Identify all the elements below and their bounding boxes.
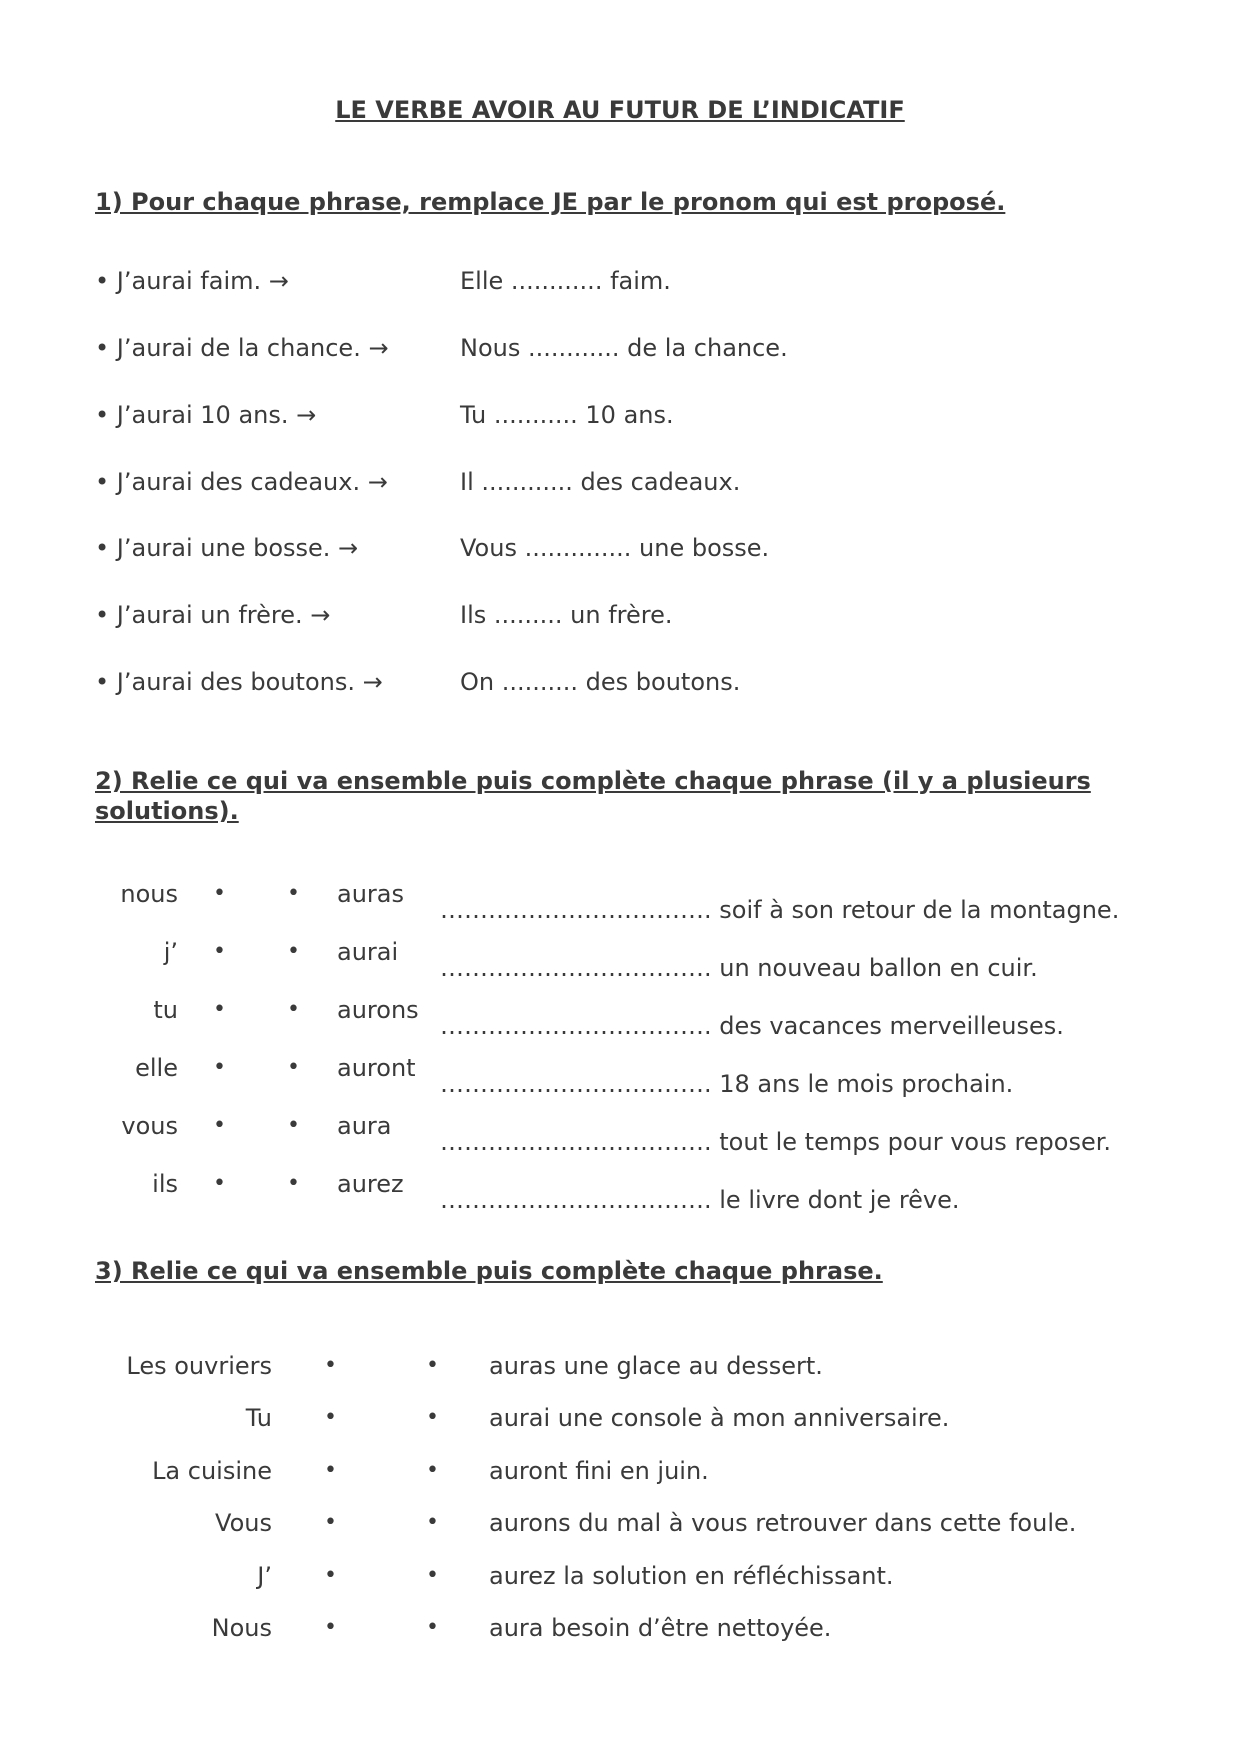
page-title: LE VERBE AVOIR AU FUTUR DE L’INDICATIF xyxy=(335,96,905,124)
ex2-link-dot-right[interactable]: • xyxy=(287,939,300,964)
ex3-subject: Vous xyxy=(215,1509,272,1537)
ex1-target-sentence: Il ............ des cadeaux. xyxy=(460,468,741,496)
ex1-source-sentence: • J’aurai faim. → xyxy=(95,267,289,295)
ex2-link-dot-left[interactable]: • xyxy=(213,997,226,1022)
exercise-2-heading-continued: solutions). xyxy=(95,797,239,825)
ex3-subject: Nous xyxy=(211,1614,272,1642)
ex2-sentence: ……………………………. des vacances merveilleuses. xyxy=(440,1012,1064,1040)
ex2-link-dot-right[interactable]: • xyxy=(287,1055,300,1080)
ex2-verb: auront xyxy=(337,1054,416,1082)
ex1-source-sentence: • J’aurai des boutons. → xyxy=(95,668,383,696)
ex3-link-dot-right[interactable]: • xyxy=(426,1615,439,1640)
ex2-pronoun: j’ xyxy=(163,938,178,966)
ex3-subject: Les ouvriers xyxy=(126,1352,272,1380)
ex2-sentence: ……………………………. soif à son retour de la montagne. xyxy=(440,896,1120,924)
ex2-verb: aurons xyxy=(337,996,419,1024)
ex3-link-dot-right[interactable]: • xyxy=(426,1458,439,1483)
ex3-link-dot-left[interactable]: • xyxy=(324,1458,337,1483)
ex2-verb: aurai xyxy=(337,938,399,966)
ex3-link-dot-right[interactable]: • xyxy=(426,1353,439,1378)
ex1-target-sentence: Elle ............ faim. xyxy=(460,267,671,295)
ex3-ending: aurons du mal à vous retrouver dans cette foule. xyxy=(489,1509,1077,1537)
ex3-subject: Tu xyxy=(245,1404,272,1432)
ex3-link-dot-right[interactable]: • xyxy=(426,1405,439,1430)
ex1-target-sentence: On .......... des boutons. xyxy=(460,668,741,696)
ex1-target-sentence: Tu ........... 10 ans. xyxy=(460,401,674,429)
ex3-ending: auront fini en juin. xyxy=(489,1457,709,1485)
ex2-pronoun: nous xyxy=(120,880,178,908)
ex1-source-sentence: • J’aurai des cadeaux. → xyxy=(95,468,388,496)
ex3-link-dot-left[interactable]: • xyxy=(324,1405,337,1430)
ex1-source-sentence: • J’aurai une bosse. → xyxy=(95,534,359,562)
ex2-link-dot-left[interactable]: • xyxy=(213,1171,226,1196)
ex3-link-dot-left[interactable]: • xyxy=(324,1615,337,1640)
ex1-source-sentence: • J’aurai un frère. → xyxy=(95,601,331,629)
ex3-link-dot-left[interactable]: • xyxy=(324,1353,337,1378)
ex3-ending: aurai une console à mon anniversaire. xyxy=(489,1404,950,1432)
ex1-target-sentence: Ils ......... un frère. xyxy=(460,601,673,629)
ex2-link-dot-right[interactable]: • xyxy=(287,1113,300,1138)
ex1-source-sentence: • J’aurai 10 ans. → xyxy=(95,401,317,429)
ex1-target-sentence: Vous .............. une bosse. xyxy=(460,534,770,562)
ex2-pronoun: vous xyxy=(121,1112,178,1140)
ex1-target-sentence: Nous ............ de la chance. xyxy=(460,334,788,362)
ex2-link-dot-right[interactable]: • xyxy=(287,997,300,1022)
ex3-ending: aura besoin d’être nettoyée. xyxy=(489,1614,832,1642)
ex2-link-dot-left[interactable]: • xyxy=(213,939,226,964)
exercise-1-heading: 1) Pour chaque phrase, remplace JE par le pronom qui est proposé. xyxy=(95,188,1006,216)
ex3-link-dot-left[interactable]: • xyxy=(324,1563,337,1588)
exercise-3-heading: 3) Relie ce qui va ensemble puis complète chaque phrase. xyxy=(95,1257,883,1285)
ex2-link-dot-right[interactable]: • xyxy=(287,1171,300,1196)
ex3-subject: La cuisine xyxy=(152,1457,272,1485)
ex2-link-dot-right[interactable]: • xyxy=(287,881,300,906)
ex3-link-dot-right[interactable]: • xyxy=(426,1510,439,1535)
ex2-sentence: ……………………………. tout le temps pour vous reposer. xyxy=(440,1128,1112,1156)
ex2-link-dot-left[interactable]: • xyxy=(213,1113,226,1138)
ex2-verb: aura xyxy=(337,1112,392,1140)
ex2-sentence: ……………………………. un nouveau ballon en cuir. xyxy=(440,954,1038,982)
ex2-pronoun: ils xyxy=(152,1170,178,1198)
ex2-verb: auras xyxy=(337,880,404,908)
ex3-ending: auras une glace au dessert. xyxy=(489,1352,823,1380)
ex2-pronoun: elle xyxy=(135,1054,178,1082)
ex2-sentence: ……………………………. 18 ans le mois prochain. xyxy=(440,1070,1014,1098)
ex1-source-sentence: • J’aurai de la chance. → xyxy=(95,334,389,362)
ex3-ending: aurez la solution en réfléchissant. xyxy=(489,1562,894,1590)
ex3-link-dot-right[interactable]: • xyxy=(426,1563,439,1588)
ex2-verb: aurez xyxy=(337,1170,404,1198)
ex3-subject: J’ xyxy=(257,1562,272,1590)
ex2-pronoun: tu xyxy=(153,996,178,1024)
exercise-2-heading: 2) Relie ce qui va ensemble puis complète chaque phrase (il y a plusieurs xyxy=(95,767,1091,795)
ex2-sentence: ……………………………. le livre dont je rêve. xyxy=(440,1186,960,1214)
ex3-link-dot-left[interactable]: • xyxy=(324,1510,337,1535)
ex2-link-dot-left[interactable]: • xyxy=(213,1055,226,1080)
ex2-link-dot-left[interactable]: • xyxy=(213,881,226,906)
